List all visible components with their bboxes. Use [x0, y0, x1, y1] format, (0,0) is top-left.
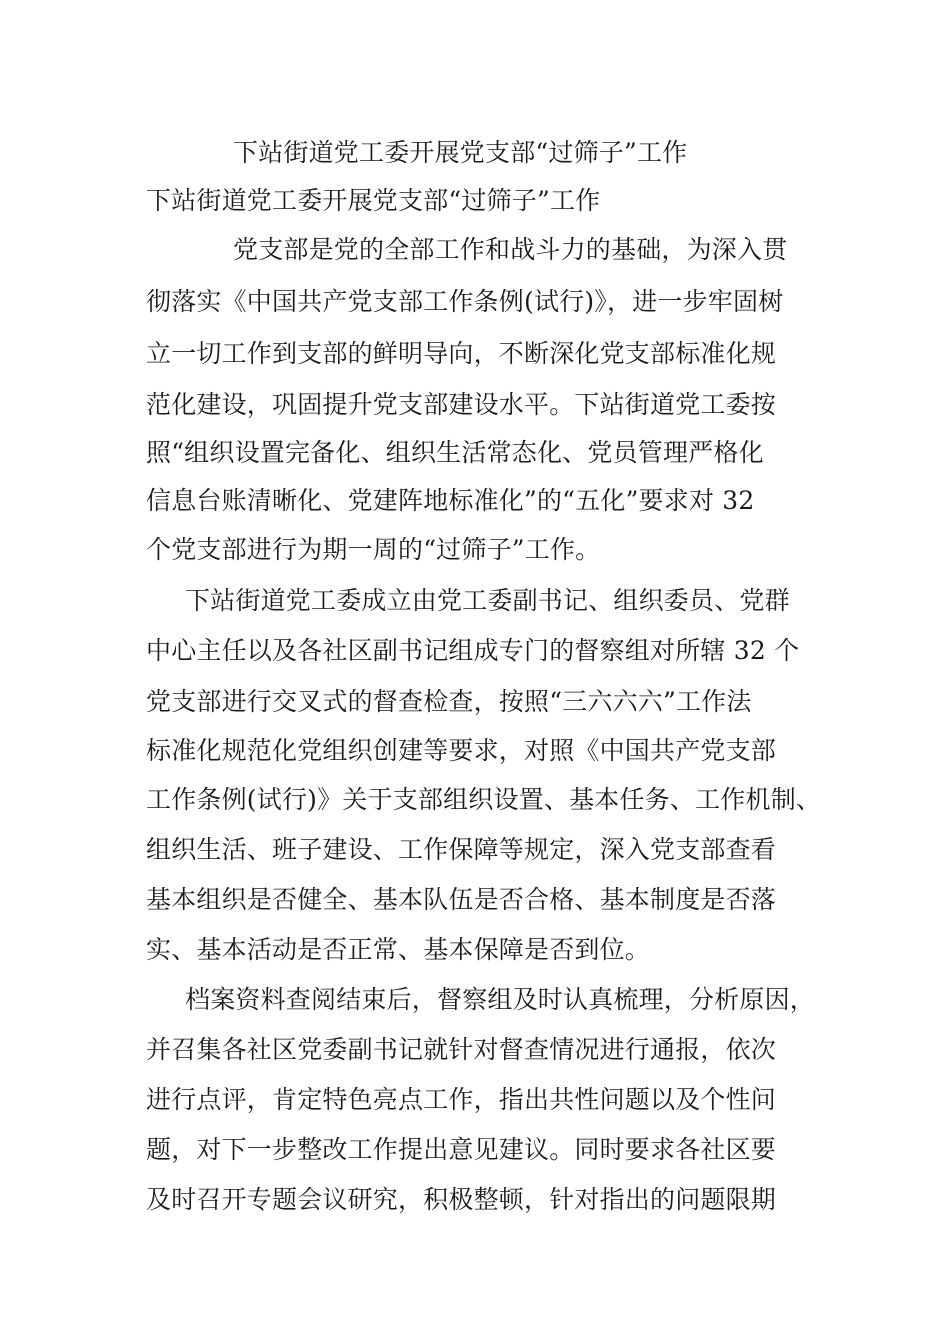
paragraph-1-line-7: 个党支部进行为期一周的“过筛子”工作。 — [146, 535, 601, 564]
paragraph-2-line-4: 标准化规范化党组织创建等要求，对照《中国共产党支部 — [146, 736, 777, 765]
document-title: 下站街道党工委开展党支部“过筛子”工作 — [233, 138, 688, 167]
paragraph-2-line-8: 实、基本活动是否正常、基本保障是否到位。 — [146, 935, 651, 964]
paragraph-3-line-2: 并召集各社区党委副书记就针对督查情况进行通报，依次 — [146, 1035, 777, 1064]
paragraph-2-line-5: 工作条例(试行)》关于支部组织设置、基本任务、工作机制、 — [146, 785, 822, 814]
paragraph-1-line-6: 信息台账清晰化、党建阵地标准化”的“五化”要求对 32 — [146, 486, 755, 515]
paragraph-3-line-4: 题，对下一步整改工作提出意见建议。同时要求各社区要 — [146, 1135, 777, 1164]
paragraph-1-line-2: 彻落实《中国共产党支部工作条例(试行)》，进一步牢固树 — [146, 287, 784, 316]
paragraph-2-line-1: 下站街道党工委成立由党工委副书记、组织委员、党群 — [185, 586, 790, 615]
paragraph-2-line-7: 基本组织是否健全、基本队伍是否合格、基本制度是否落 — [146, 885, 777, 914]
paragraph-1-line-3: 立一切工作到支部的鲜明导向，不断深化党支部标准化规 — [146, 339, 777, 368]
paragraph-3-line-5: 及时召开专题会议研究，积极整顿，针对指出的问题限期 — [146, 1185, 777, 1214]
paragraph-2-line-2: 中心主任以及各社区副书记组成专门的督察组对所辖 32 个 — [146, 636, 800, 665]
paragraph-1-line-5: 照“组织设置完备化、组织生活常态化、党员管理严格化 — [146, 438, 764, 467]
paragraph-2-line-6: 组织生活、班子建设、工作保障等规定，深入党支部查看 — [146, 835, 777, 864]
paragraph-3-line-1: 档案资料查阅结束后，督察组及时认真梳理，分析原因， — [185, 985, 816, 1014]
paragraph-2-line-3: 党支部进行交叉式的督查检查，按照“三六六六”工作法 — [146, 687, 752, 716]
document-subtitle: 下站街道党工委开展党支部“过筛子”工作 — [146, 186, 601, 215]
paragraph-1-line-1: 党支部是党的全部工作和战斗力的基础，为深入贯 — [233, 235, 788, 264]
paragraph-1-line-4: 范化建设，巩固提升党支部建设水平。下站街道党工委按 — [146, 390, 777, 419]
paragraph-3-line-3: 进行点评，肯定特色亮点工作，指出共性问题以及个性问 — [146, 1085, 777, 1114]
